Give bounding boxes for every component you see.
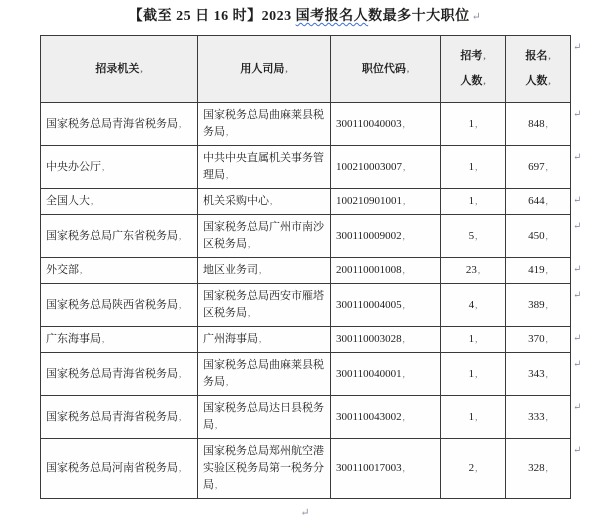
code-value: 300110043002 [336, 410, 402, 423]
recruit-cell [441, 284, 506, 327]
code-value: 300110009002 [336, 229, 402, 242]
agency-value: 全国人大 [46, 195, 90, 207]
department-value: 机关采购中心 [203, 195, 269, 207]
cell-end-mark: , [477, 265, 481, 275]
recruit-value: 2 [468, 462, 475, 474]
agency-value: 国家税务总局青海省税务局 [46, 117, 178, 130]
agency-value: 国家税务总局陕西省税务局 [46, 298, 178, 311]
column-header-label: 人数, [460, 75, 486, 87]
header-row [41, 36, 571, 103]
agency-value: 国家税务总局广东省税务局 [46, 229, 178, 242]
applicants-cell [506, 396, 571, 439]
title-spellcheck-wavy-text: 国考报名人 [295, 9, 369, 24]
agency-cell [41, 189, 198, 215]
cell-end-mark: , [475, 411, 478, 422]
code-value: 300110017003 [336, 462, 402, 474]
department-value: 国家税务总局西安市雁塔区税务局 [203, 290, 324, 319]
agency-cell [41, 327, 198, 353]
code-cell [331, 215, 441, 258]
department-cell [198, 146, 331, 189]
recruit-value: 5 [468, 229, 475, 242]
agency-cell [41, 103, 198, 146]
recruit-value: 1 [468, 160, 475, 173]
column-header-label: 人数, [525, 75, 551, 87]
agency-cell [41, 258, 198, 284]
row-end-mark: ↵ [573, 402, 582, 413]
agency-value: 国家税务总局青海省税务局 [46, 410, 178, 423]
applicants-cell [506, 353, 571, 396]
recruit-value: 4 [468, 298, 475, 311]
positions-table [40, 35, 571, 499]
code-cell [331, 327, 441, 353]
cell-end-mark: , [545, 411, 548, 422]
recruit-cell [441, 353, 506, 396]
column-header-label: 招考, [460, 50, 486, 62]
applicants-cell [506, 146, 571, 189]
department-value: 国家税务总局达日县税务局 [203, 402, 324, 431]
code-value: 300110040001 [336, 367, 402, 380]
department-value: 中共中央直属机关事务管理局 [203, 152, 324, 181]
row-end-mark: ↵ [573, 42, 582, 53]
row-end-mark: ↵ [573, 195, 582, 206]
applicants-value: 644 [528, 195, 545, 207]
applicants-cell [506, 439, 571, 499]
recruit-cell [441, 327, 506, 353]
recruit-value: 1 [468, 367, 475, 380]
recruit-value: 23 [465, 264, 477, 276]
department-cell [198, 353, 331, 396]
table-body [41, 103, 571, 499]
cell-end-mark: , [285, 63, 288, 74]
applicants-value: 848 [528, 117, 545, 130]
table-row [41, 396, 571, 439]
agency-cell [41, 215, 198, 258]
agency-value: 外交部 [46, 264, 79, 276]
code-cell [331, 396, 441, 439]
cell-end-mark: , [475, 463, 478, 473]
cell-end-mark: , [545, 230, 548, 241]
applicants-cell [506, 103, 571, 146]
column-header-code [331, 36, 441, 103]
recruit-value: 1 [468, 117, 475, 130]
cell-end-mark: , [475, 196, 478, 206]
table-container [40, 35, 582, 499]
table-row [41, 146, 571, 189]
row-end-mark: ↵ [573, 152, 582, 163]
cell-end-mark: , [475, 368, 478, 379]
cell-end-mark: , [475, 118, 478, 129]
recruit-cell [441, 146, 506, 189]
applicants-value: 697 [528, 160, 545, 173]
department-value: 国家税务总局郑州航空港实验区税务局第一税务分局 [203, 445, 324, 491]
row-end-mark: ↵ [573, 109, 582, 120]
cell-end-mark: , [402, 368, 405, 379]
agency-value: 国家税务总局河南省税务局 [46, 462, 178, 474]
cell-end-mark: , [80, 265, 83, 275]
code-cell [331, 146, 441, 189]
cell-end-mark: , [179, 411, 182, 422]
cell-end-mark: , [226, 127, 229, 137]
cell-end-mark: , [406, 63, 410, 74]
cell-end-mark: , [248, 308, 251, 318]
title-prefix: 【截至 25 日 16 时】2023 [128, 9, 296, 24]
code-value: 100210901001 [336, 195, 402, 207]
cell-end-mark: , [475, 161, 478, 172]
recruit-value: 1 [468, 195, 475, 207]
agency-cell [41, 396, 198, 439]
cell-end-mark: , [483, 76, 486, 86]
table-row [41, 215, 571, 258]
applicants-cell [506, 284, 571, 327]
cell-end-mark: , [545, 334, 548, 344]
applicants-value: 328 [528, 462, 545, 474]
cell-end-mark: , [179, 230, 182, 241]
department-cell [198, 396, 331, 439]
agency-value: 中央办公厅 [46, 160, 101, 173]
cell-end-mark: , [483, 51, 486, 61]
department-value: 国家税务总局曲麻莱县税务局 [203, 359, 324, 388]
column-header-department [198, 36, 331, 103]
recruit-cell [441, 396, 506, 439]
cell-end-mark: , [402, 230, 405, 241]
cell-end-mark: , [403, 196, 406, 206]
department-cell [198, 215, 331, 258]
applicants-value: 419 [528, 264, 545, 276]
paragraph-mark: ↵ [471, 11, 482, 23]
agency-value: 广东海事局 [46, 333, 101, 345]
row-end-mark: ↵ [573, 445, 582, 456]
cell-end-mark: , [270, 196, 273, 206]
table-header [41, 36, 571, 103]
column-header-agency [41, 36, 198, 103]
recruit-cell [441, 189, 506, 215]
table-row [41, 327, 571, 353]
row-end-mark: ↵ [573, 290, 582, 301]
cell-end-mark: , [102, 161, 105, 172]
applicants-cell [506, 327, 571, 353]
department-value: 国家税务总局曲麻莱县税务局 [203, 109, 324, 138]
applicants-value: 450 [528, 229, 545, 242]
code-cell [331, 284, 441, 327]
agency-cell [41, 353, 198, 396]
applicants-value: 343 [528, 367, 545, 380]
cell-end-mark: , [259, 334, 262, 344]
cell-end-mark: , [545, 196, 548, 206]
cell-end-mark: , [545, 265, 548, 275]
cell-end-mark: , [545, 368, 548, 379]
cell-end-mark: , [91, 196, 94, 206]
department-cell [198, 284, 331, 327]
cell-end-mark: , [402, 118, 405, 129]
applicants-value: 370 [528, 333, 545, 345]
code-cell [331, 103, 441, 146]
column-header-label: 招录机关, [95, 62, 143, 75]
department-value: 地区业务司 [203, 264, 258, 276]
applicants-cell [506, 258, 571, 284]
cell-end-mark: , [179, 368, 182, 379]
department-cell [198, 327, 331, 353]
cell-end-mark: , [248, 239, 251, 249]
recruit-cell [441, 215, 506, 258]
column-header-recruit [441, 36, 506, 103]
cell-end-mark: , [402, 334, 405, 344]
department-cell [198, 258, 331, 284]
row-end-mark: ↵ [573, 333, 582, 344]
recruit-cell [441, 439, 506, 499]
table-row [41, 189, 571, 215]
code-cell [331, 353, 441, 396]
code-cell [331, 189, 441, 215]
cell-end-mark: , [215, 480, 218, 490]
cell-end-mark: , [548, 76, 551, 86]
code-value: 300110004005 [336, 298, 402, 311]
table-row [41, 103, 571, 146]
table-row [41, 284, 571, 327]
cell-end-mark: , [140, 63, 143, 74]
cell-end-mark: , [402, 265, 405, 275]
column-header-label: 职位代码, [361, 62, 410, 75]
table-row [41, 439, 571, 499]
cell-end-mark: , [475, 334, 478, 344]
title-suffix: 数最多十大职位 [368, 9, 470, 24]
cell-end-mark: , [548, 51, 551, 61]
agency-cell [41, 146, 198, 189]
code-value: 100210003007 [336, 160, 402, 173]
cell-end-mark: , [402, 463, 405, 473]
row-end-mark: ↵ [573, 359, 582, 370]
table-row [41, 353, 571, 396]
applicants-value: 389 [528, 298, 545, 311]
code-value: 200110001008 [336, 264, 402, 276]
cell-end-mark: , [179, 118, 182, 129]
cell-end-mark: , [179, 299, 182, 310]
table-row [41, 258, 571, 284]
cell-end-mark: , [545, 299, 548, 310]
code-cell [331, 439, 441, 499]
row-end-mark: ↵ [573, 221, 582, 232]
code-cell [331, 258, 441, 284]
cell-end-mark: , [259, 265, 262, 275]
cell-end-mark: , [215, 420, 218, 430]
cell-end-mark: , [545, 161, 548, 172]
code-value: 300110040003 [336, 117, 402, 130]
column-header-label: 用人司局, [240, 62, 288, 75]
department-cell [198, 189, 331, 215]
recruit-cell [441, 258, 506, 284]
applicants-value: 333 [528, 410, 545, 423]
applicants-cell [506, 189, 571, 215]
cell-end-mark: , [179, 463, 182, 473]
cell-end-mark: , [475, 230, 478, 241]
agency-value: 国家税务总局青海省税务局 [46, 367, 178, 380]
recruit-cell [441, 103, 506, 146]
cell-end-mark: , [475, 299, 478, 310]
cell-end-mark: , [226, 377, 229, 387]
agency-cell [41, 284, 198, 327]
column-header-applicants [506, 36, 571, 103]
document-title [0, 7, 610, 27]
cell-end-mark: , [402, 411, 405, 422]
department-value: 国家税务总局广州市南沙区税务局 [203, 221, 324, 250]
cell-end-mark: , [545, 118, 548, 129]
department-value: 广州海事局 [203, 333, 258, 345]
cell-end-mark: , [102, 334, 105, 344]
document-end-paragraph-mark: ↵ [300, 507, 310, 519]
row-end-mark: ↵ [573, 264, 582, 275]
cell-end-mark: , [402, 299, 405, 310]
cell-end-mark: , [403, 161, 406, 172]
column-header-label: 报名, [525, 50, 551, 62]
recruit-value: 1 [468, 333, 475, 345]
department-cell [198, 439, 331, 499]
cell-end-mark: , [226, 170, 229, 180]
department-cell [198, 103, 331, 146]
recruit-value: 1 [468, 410, 475, 423]
applicants-cell [506, 215, 571, 258]
cell-end-mark: , [545, 463, 548, 473]
agency-cell [41, 439, 198, 499]
code-value: 300110003028 [336, 333, 402, 345]
